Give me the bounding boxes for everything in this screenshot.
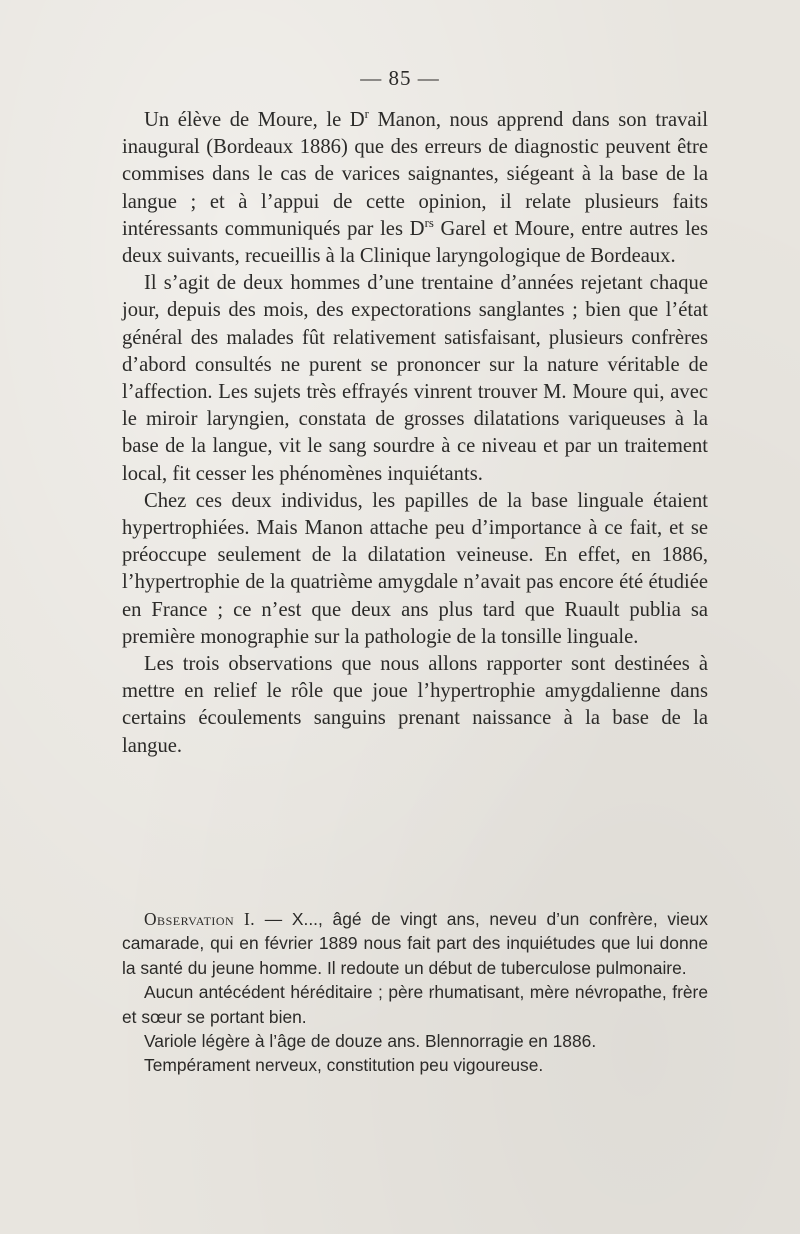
paragraph-1-text-a: Un élève de Moure, le D [144,109,365,131]
paragraph-1-text-b: Manon, nous apprend dans son travail inaugural (Bordeaux 1886) que des erreurs de diagnostic peuvent être commises dans le cas de varices saignantes, siégeant à la base de la langue ; et à l’appui de cette opinion, il relate plusieurs faits intéressants communiqués par les D [122,109,708,240]
paragraph-2: Il s’agit de deux hommes d’une trentaine d’années rejetant chaque jour, depuis des mois, des expectorations sanglantes ; bien que l’état général des malades fût relativement satisfaisant, plusieurs confrères d’abord consultés ne purent se prononcer sur la nature véritable de l’affection. Les sujets très effrayés vinrent trouver M. Moure qui, avec le miroir laryngien, constata de grosses dilatations variqueuses à la base de la langue, vit le sang sourdre à ce niveau et par un traitement local, fit cesser les phénomènes inquiétants. [122,272,708,485]
observation-paragraph-3: Variole légère à l’âge de douze ans. Blennorragie en 1886. [144,1031,597,1052]
paragraph-3: Chez ces deux individus, les papilles de la base linguale étaient hypertrophiées. Mais Manon attache peu d’importance à ce fait, et se préoccupe seulement de la dilatation veineuse. En effet, en 1886, l’hypertrophie de la quatrième amygdale n’avait pas encore été étudiée en France ; ce n’est que deux ans plus tard que Ruault publia sa première monographie sur la pathologie de la tonsille linguale. [122,489,708,648]
observation-title: Observation I. [144,909,256,929]
observation-paragraph-1-text: — X..., âgé de vingt ans, neveu d’un confrère, vieux camarade, qui en février 1889 nous fait part des inquiétudes que lui donne la santé du jeune homme. Il redoute un début de tuberculose pulmonaire. [122,909,708,978]
paragraph-1-text-c: Garel et Moure, entre autres les deux suivants, recueillis à la Clinique laryngologique de Bordeaux. [122,217,708,268]
observation-section [122,907,708,1078]
observation-paragraph-2: Aucun antécédent héréditaire ; père rhumatisant, mère névropathe, frère et sœur se portant bien. [122,982,708,1027]
page-number: — 85 — [360,66,440,90]
observation-paragraph-4: Tempérament nerveux, constitution peu vigoureuse. [144,1055,544,1076]
main-text [122,107,708,760]
paragraph-4: Les trois observations que nous allons rapporter sont destinées à mettre en relief le rôle que joue l’hypertrophie amygdalienne dans certains écoulements sanguins prenant naissance à la base de la langue. [122,653,708,757]
observation-paragraph-1 [122,907,708,980]
paragraph-1 [122,107,708,270]
superscript-dr: r [364,107,369,122]
superscript-drs: rs [424,215,434,230]
